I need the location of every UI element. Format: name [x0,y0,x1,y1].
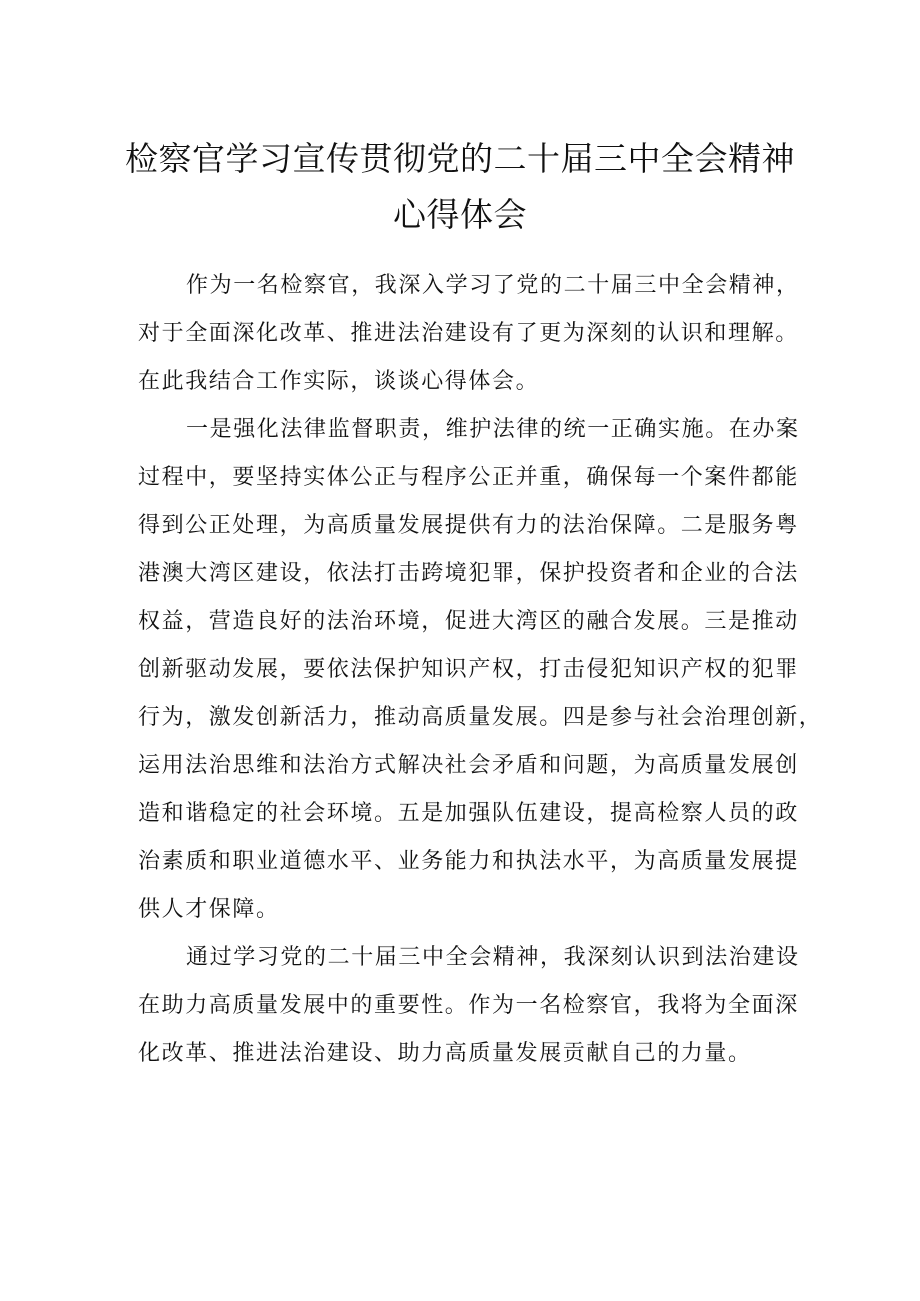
paragraph-line: 作为一名检察官，我深入学习了党的二十届三中全会精神， [186,273,800,298]
paragraph-line: 运用法治思维和法治方式解决社会矛盾和问题，为高质量发展创 [138,753,799,778]
paragraph-2 [138,406,823,934]
paragraph-line: 在助力高质量发展中的重要性。作为一名检察官，我将为全面深 [138,993,799,1018]
paragraph-line: 过程中，要坚持实体公正与程序公正并重，确保每一个案件都能 [138,465,799,490]
paragraph-line: 一是强化法律监督职责，维护法律的统一正确实施。在办案 [186,417,800,442]
paragraph-3 [138,934,798,1078]
paragraph-line: 治素质和职业道德水平、业务能力和执法水平，为高质量发展提 [138,849,799,874]
paragraph-1 [138,262,798,406]
document-title-line-2: 心得体会 [393,195,527,234]
paragraph-line: 创新驱动发展，要依法保护知识产权，打击侵犯知识产权的犯罪 [138,657,799,682]
paragraph-line: 供人才保障。 [138,897,280,922]
paragraph-line: 在此我结合工作实际，谈谈心得体会。 [138,369,540,394]
document-title-line-1: 检察官学习宣传贯彻党的二十届三中全会精神 [125,139,795,178]
paragraph-line: 对于全面深化改革、推进法治建设有了更为深刻的认识和理解。 [138,321,799,346]
paragraph-line: 造和谐稳定的社会环境。五是加强队伍建设，提高检察人员的政 [138,801,799,826]
paragraph-line: 通过学习党的二十届三中全会精神，我深刻认识到法治建设 [186,945,800,970]
paragraph-line: 化改革、推进法治建设、助力高质量发展贡献自己的力量。 [138,1041,752,1066]
paragraph-line: 港澳大湾区建设，依法打击跨境犯罪，保护投资者和企业的合法 [138,561,799,586]
paragraph-line: 得到公正处理，为高质量发展提供有力的法治保障。二是服务粤 [138,513,799,538]
paragraph-line: 行为，激发创新活力，推动高质量发展。四是参与社会治理创新， [138,705,823,730]
paragraph-line: 权益，营造良好的法治环境，促进大湾区的融合发展。三是推动 [138,609,799,634]
